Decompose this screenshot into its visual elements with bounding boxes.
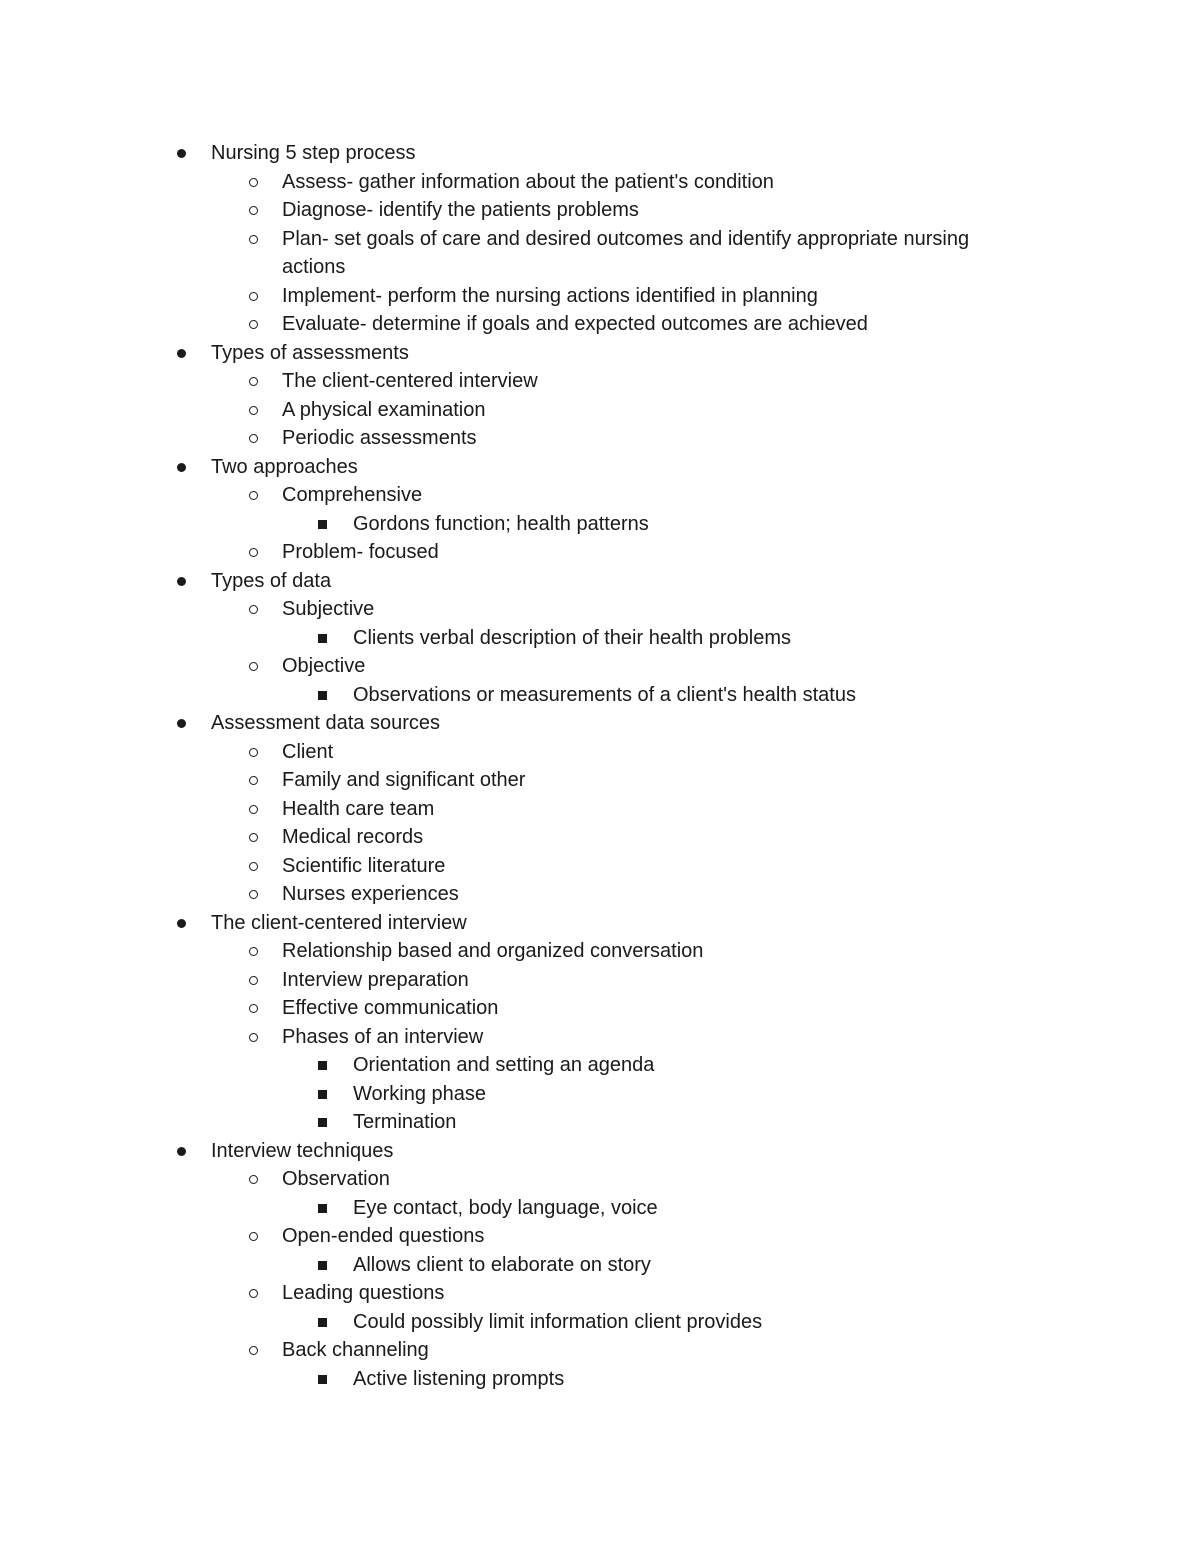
outline-item-text: Gordons function; health patterns — [353, 512, 649, 535]
outline-item-level-2 — [0, 823, 1200, 852]
hollow-bullet-icon — [249, 367, 258, 386]
outline-item-text: Phases of an interview — [282, 1025, 484, 1048]
square-bullet-icon — [318, 624, 327, 643]
hollow-bullet-icon — [249, 1165, 258, 1184]
outline-item-level-2 — [0, 1165, 1200, 1194]
outline-item-text: Interview techniques — [211, 1139, 394, 1162]
outline-item-text: Observations or measurements of a client's health status — [353, 683, 856, 706]
hollow-bullet-icon — [249, 481, 258, 500]
outline-item-text: Effective communication — [282, 997, 499, 1019]
outline-item-level-3 — [0, 1108, 1200, 1137]
outline-item-level-2 — [0, 538, 1200, 567]
outline-item-text: The client-centered interview — [211, 911, 467, 934]
outline-item-level-1 — [0, 709, 1200, 738]
filled-bullet-icon — [177, 453, 186, 472]
outline-item-level-2 — [0, 937, 1200, 966]
outline-item-text: Types of assessments — [211, 341, 409, 364]
outline-item-text: The client-centered interview — [282, 370, 538, 392]
hollow-bullet-icon — [249, 168, 258, 187]
square-bullet-icon — [318, 1365, 327, 1384]
outline-item-text: Interview preparation — [282, 968, 469, 991]
hollow-bullet-icon — [249, 310, 258, 329]
outline-item-text: Nurses experiences — [282, 883, 459, 905]
outline-item-text: Observation — [282, 1168, 390, 1190]
hollow-bullet-icon — [249, 396, 258, 415]
outline-item-text: Family and significant other — [282, 769, 526, 791]
outline-item-level-3 — [0, 1251, 1200, 1280]
document-page — [0, 139, 1200, 1393]
filled-bullet-icon — [177, 567, 186, 586]
outline-item-level-1 — [0, 909, 1200, 938]
outline-item-level-1 — [0, 567, 1200, 596]
outline-item-level-1 — [0, 339, 1200, 368]
outline-item-text: Allows client to elaborate on story — [353, 1253, 651, 1276]
square-bullet-icon — [318, 1080, 327, 1099]
hollow-bullet-icon — [249, 766, 258, 785]
outline-item-level-3 — [0, 681, 1200, 710]
outline-item-level-2 — [0, 225, 1200, 282]
hollow-bullet-icon — [249, 880, 258, 899]
hollow-bullet-icon — [249, 823, 258, 842]
outline-item-text: Eye contact, body language, voice — [353, 1196, 658, 1219]
outline-item-text: Open-ended questions — [282, 1225, 485, 1247]
hollow-bullet-icon — [249, 994, 258, 1013]
hollow-bullet-icon — [249, 738, 258, 757]
outline-item-text: Back channeling — [282, 1339, 429, 1361]
outline-item-level-3 — [0, 510, 1200, 539]
hollow-bullet-icon — [249, 1279, 258, 1298]
outline-item-text: Health care team — [282, 797, 435, 820]
hollow-bullet-icon — [249, 852, 258, 871]
hollow-bullet-icon — [249, 225, 258, 244]
square-bullet-icon — [318, 510, 327, 529]
hollow-bullet-icon — [249, 282, 258, 301]
outline-item-level-2 — [0, 652, 1200, 681]
outline-item-text: Could possibly limit information client provides — [353, 1310, 763, 1333]
bullet-outline — [0, 139, 1200, 1393]
outline-item-text: Types of data — [211, 569, 332, 592]
outline-item-level-2 — [0, 966, 1200, 995]
outline-item-level-2 — [0, 795, 1200, 824]
outline-item-level-1 — [0, 1137, 1200, 1166]
outline-item-level-2 — [0, 738, 1200, 767]
outline-item-text: Periodic assessments — [282, 427, 477, 449]
outline-item-text: Clients verbal description of their health problems — [353, 626, 791, 649]
hollow-bullet-icon — [249, 538, 258, 557]
outline-item-text: Termination — [353, 1111, 457, 1133]
hollow-bullet-icon — [249, 937, 258, 956]
filled-bullet-icon — [177, 1137, 186, 1156]
square-bullet-icon — [318, 681, 327, 700]
outline-item-level-2 — [0, 1336, 1200, 1365]
outline-item-text: A physical examination — [282, 398, 486, 421]
hollow-bullet-icon — [249, 196, 258, 215]
outline-item-level-2 — [0, 994, 1200, 1023]
outline-item-level-2 — [0, 282, 1200, 311]
outline-item-level-2 — [0, 424, 1200, 453]
square-bullet-icon — [318, 1251, 327, 1270]
outline-item-text: Medical records — [282, 826, 424, 848]
filled-bullet-icon — [177, 909, 186, 928]
outline-item-text: Assess- gather information about the patient's condition — [282, 170, 774, 193]
hollow-bullet-icon — [249, 595, 258, 614]
hollow-bullet-icon — [249, 1336, 258, 1355]
outline-item-text: Implement- perform the nursing actions identified in planning — [282, 284, 818, 307]
outline-item-text: Relationship based and organized conversation — [282, 940, 704, 962]
outline-item-text: Orientation and setting an agenda — [353, 1054, 655, 1076]
outline-item-level-2 — [0, 396, 1200, 425]
outline-item-text: Working phase — [353, 1082, 487, 1105]
hollow-bullet-icon — [249, 1222, 258, 1241]
hollow-bullet-icon — [249, 652, 258, 671]
outline-item-level-1 — [0, 139, 1200, 168]
outline-item-level-3 — [0, 1080, 1200, 1109]
square-bullet-icon — [318, 1308, 327, 1327]
outline-item-level-3 — [0, 1365, 1200, 1394]
outline-item-text: Objective — [282, 655, 366, 677]
outline-item-level-3 — [0, 1308, 1200, 1337]
outline-item-level-2 — [0, 1023, 1200, 1052]
outline-item-text: Leading questions — [282, 1282, 445, 1304]
outline-item-text: Nursing 5 step process — [211, 142, 416, 164]
outline-item-level-1 — [0, 453, 1200, 482]
outline-item-text: Diagnose- identify the patients problems — [282, 199, 639, 221]
outline-item-text: Client — [282, 740, 334, 763]
square-bullet-icon — [318, 1108, 327, 1127]
outline-item-level-2 — [0, 168, 1200, 197]
outline-item-level-2 — [0, 310, 1200, 339]
outline-item-level-2 — [0, 880, 1200, 909]
outline-item-text: Problem- focused — [282, 541, 439, 563]
outline-item-level-3 — [0, 624, 1200, 653]
outline-item-text: Scientific literature — [282, 854, 446, 877]
outline-item-text: Subjective — [282, 598, 375, 620]
outline-item-text: Evaluate- determine if goals and expected outcomes are achieved — [282, 313, 868, 335]
outline-item-text: Comprehensive — [282, 484, 423, 506]
outline-item-level-2 — [0, 1279, 1200, 1308]
outline-item-level-2 — [0, 481, 1200, 510]
hollow-bullet-icon — [249, 966, 258, 985]
filled-bullet-icon — [177, 339, 186, 358]
hollow-bullet-icon — [249, 424, 258, 443]
outline-item-level-2 — [0, 196, 1200, 225]
outline-item-text: Active listening prompts — [353, 1367, 565, 1390]
outline-item-text: Plan- set goals of care and desired outcomes and identify appropriate nursing actions — [282, 227, 970, 278]
outline-item-level-2 — [0, 595, 1200, 624]
outline-item-level-2 — [0, 367, 1200, 396]
filled-bullet-icon — [177, 709, 186, 728]
square-bullet-icon — [318, 1194, 327, 1213]
hollow-bullet-icon — [249, 1023, 258, 1042]
filled-bullet-icon — [177, 139, 186, 158]
hollow-bullet-icon — [249, 795, 258, 814]
square-bullet-icon — [318, 1051, 327, 1070]
outline-item-level-2 — [0, 852, 1200, 881]
outline-item-level-3 — [0, 1051, 1200, 1080]
outline-item-level-3 — [0, 1194, 1200, 1223]
outline-item-level-2 — [0, 1222, 1200, 1251]
outline-item-text: Assessment data sources — [211, 712, 440, 734]
outline-item-level-2 — [0, 766, 1200, 795]
outline-item-text: Two approaches — [211, 455, 358, 478]
